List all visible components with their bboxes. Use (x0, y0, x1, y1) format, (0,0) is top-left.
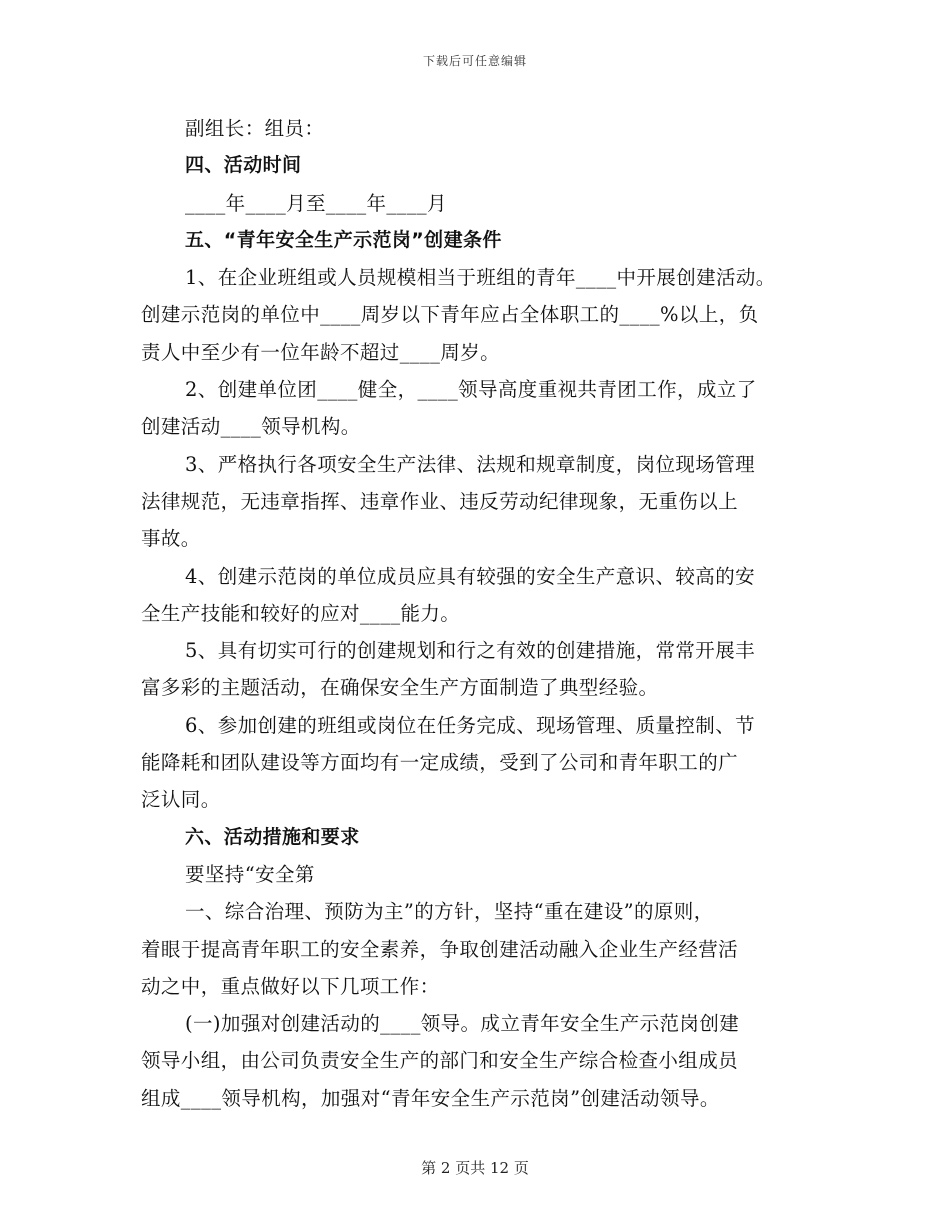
paragraph-line: 泛认同。 (141, 788, 221, 812)
paragraph-line: 4、创建示范岗的单位成员应具有较强的安全生产意识、较高的安 (185, 564, 756, 588)
paragraph-line: 1、在企业班组或人员规模相当于班组的青年____中开展创建活动。 (185, 266, 776, 290)
paragraph-line: 动之中，重点做好以下几项工作： (141, 974, 440, 998)
paragraph-line: 6、参加创建的班组或岗位在任务完成、现场管理、质量控制、节 (185, 713, 756, 737)
paragraph-line: 法律规范，无违章指挥、违章作业、违反劳动纪律现象，无重伤以上 (141, 489, 739, 513)
paragraph-line: 富多彩的主题活动，在确保安全生产方面制造了典型经验。 (141, 676, 659, 700)
paragraph-line: 创建示范岗的单位中____周岁以下青年应占全体职工的____%以上，负 (141, 303, 759, 327)
paragraph-line: (一)加强对创建活动的____领导。成立青年安全生产示范岗创建 (185, 1012, 740, 1036)
section-heading-conditions: 五、“青年安全生产示范岗”创建条件 (185, 228, 502, 251)
paragraph-line: 能降耗和团队建设等方面均有一定成绩，受到了公司和青年职工的广 (141, 751, 739, 775)
paragraph-line: 着眼于提高青年职工的安全素养，争取创建活动融入企业生产经营活 (141, 937, 739, 961)
paragraph-line: 5、具有切实可行的创建规划和行之有效的创建措施，常常开展丰 (185, 639, 756, 663)
paragraph-line: 责人中至少有一位年龄不超过____周岁。 (141, 340, 501, 364)
paragraph-line: 事故。 (141, 527, 201, 551)
paragraph-line: 全生产技能和较好的应对____能力。 (141, 601, 461, 625)
paragraph-line: 创建活动____领导机构。 (141, 415, 361, 439)
page-header: 下载后可任意编辑 (422, 54, 527, 68)
text-line-deputy-leader: 副组长：组员： (185, 117, 325, 140)
section-heading-measures: 六、活动措施和要求 (185, 825, 360, 848)
section-heading-activity-time: 四、活动时间 (185, 154, 302, 177)
page-footer: 第 2 页共 12 页 (421, 1159, 529, 1177)
paragraph-line: 组成____领导机构，加强对“青年安全生产示范岗”创建活动领导。 (141, 1086, 720, 1110)
paragraph-line: 2、创建单位团____健全，____领导高度重视共青团工作，成立了 (185, 378, 757, 402)
text-line-date-range: ____年____月至____年____月 (185, 191, 447, 215)
document-body (141, 110, 813, 1117)
paragraph-line: 一、综合治理、预防为主”的方针，坚持“重在建设”的原则， (185, 900, 714, 924)
paragraph-line: 3、严格执行各项安全生产法律、法规和规章制度，岗位现场管理 (185, 452, 756, 476)
paragraph-line: 要坚持“安全第 (185, 862, 315, 886)
paragraph-line: 领导小组，由公司负责安全生产的部门和安全生产综合检查小组成员 (141, 1049, 739, 1073)
